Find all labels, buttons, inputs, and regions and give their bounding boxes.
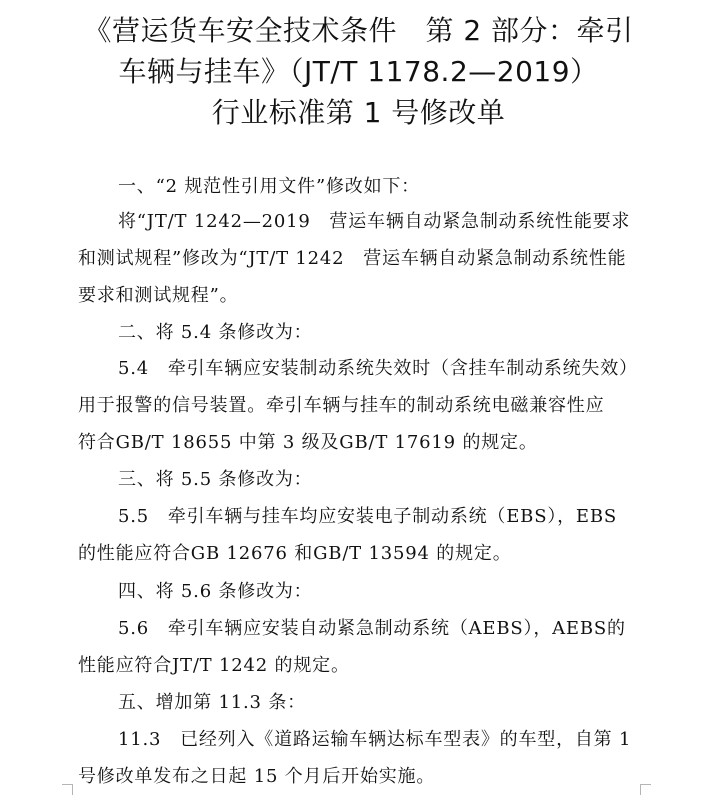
paragraph-line: 要求和测试规程”。 [78, 285, 239, 306]
section-heading-4: 四、将 5.6 条修改为： [118, 581, 313, 602]
paragraph-line: 符合GB/T 18655 中第 3 级及GB/T 17619 的规定。 [78, 432, 538, 453]
paragraph-line: 的性能应符合GB 12676 和GB/T 13594 的规定。 [78, 543, 512, 564]
paragraph-line: 用于报警的信号装置。牵引车辆与挂车的制动系统电磁兼容性应 [78, 395, 605, 416]
document-title-line-1: 《营运货车安全技术条件 第 2 部分：牵引 [83, 14, 634, 47]
section-heading-5: 五、增加第 11.3 条： [118, 692, 306, 713]
paragraph-line: 将“JT/T 1242—2019 营运车辆自动紧急制动系统性能要求 [118, 211, 631, 232]
page-margin-corner-mark [640, 784, 651, 795]
paragraph-line: 5.4 牵引车辆应安装制动系统失效时（含挂车制动系统失效） [118, 358, 638, 379]
paragraph-line: 性能应符合JT/T 1242 的规定。 [78, 655, 350, 676]
paragraph-line: 11.3 已经列入《道路运输车辆达标车型表》的车型，自第 1 [118, 729, 632, 750]
paragraph-line: 号修改单发布之日起 15 个月后开始实施。 [78, 766, 436, 787]
paragraph-line: 和测试规程”修改为“JT/T 1242 营运车辆自动紧急制动系统性能 [78, 248, 627, 269]
document-title-line-2: 车辆与挂车》（JT/T 1178.2—2019） [118, 55, 599, 88]
page-margin-corner-mark [62, 784, 73, 795]
paragraph-line: 5.6 牵引车辆应安装自动紧急制动系统（AEBS），AEBS的 [118, 618, 626, 639]
section-heading-3: 三、将 5.5 条修改为： [118, 469, 313, 490]
section-heading-1: 一、“2 规范性引用文件”修改如下： [118, 176, 420, 197]
section-heading-2: 二、将 5.4 条修改为： [118, 322, 313, 343]
paragraph-line: 5.5 牵引车辆与挂车均应安装电子制动系统（EBS），EBS [118, 506, 618, 527]
document-title-line-3: 行业标准第 1 号修改单 [211, 96, 506, 129]
